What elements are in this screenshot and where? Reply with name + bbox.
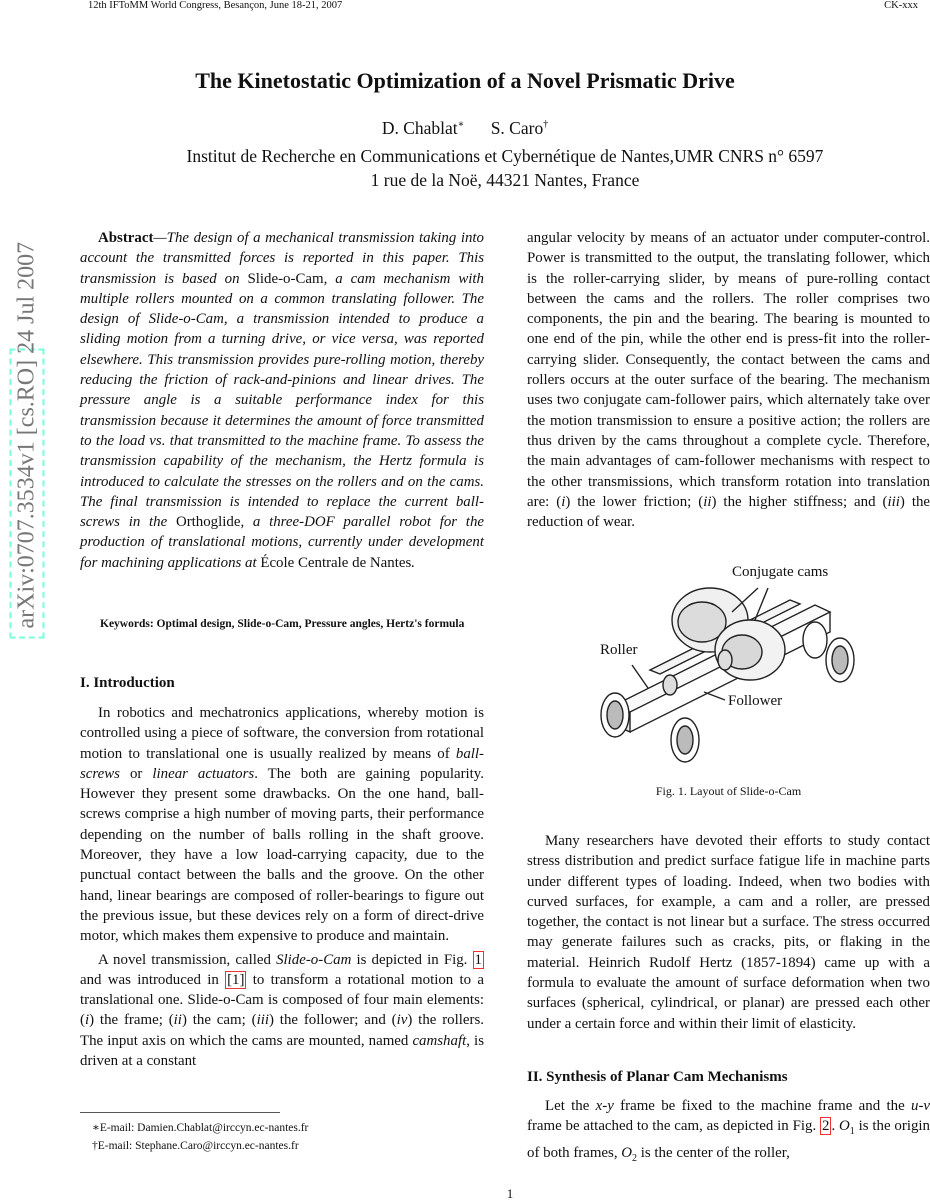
- running-header-left: 12th IFToMM World Congress, Besançon, June 18-21, 2007: [88, 0, 343, 11]
- footnote-rule: [80, 1112, 280, 1113]
- figure-1-caption: Fig. 1. Layout of Slide-o-Cam: [655, 784, 802, 798]
- paper-title: The Kinetostatic Optimization of a Novel Prismatic Drive: [195, 68, 735, 93]
- slide-o-cam-drawing: [590, 560, 880, 780]
- label-follower: Follower: [728, 693, 783, 709]
- arxiv-stamp: arXiv:0707.3534v1 [cs.RO] 24 Jul 2007: [10, 349, 45, 639]
- right-column-text-1: angular velocity by means of an actuator under computer-control. Power is transmitted to the output, the translating follower, which is the roller-carrying slider, by means of pure-rolling contact between the cams and the rollers. The roller comprises two components, the pin and the bearing. The bearing is mounted to one end of the pin, while the other end is press-fit into the roller-carrying slider. Consequently, the contact between the cams and rollers occurs at the outer surface of the bearing. The mechanism uses two conjugate cam-follower pairs, which alternately take over the motion transmission to ensure a positive action; the rollers are thus driven by the cams throughout a complete cycle. Therefore, the main advantages of cam-follower mechanisms with respect to the other transmissions, which transform rotation into translation are: (i) the lower friction; (ii) the higher stiffness; and (iii) the reduction of wear.: [527, 230, 930, 531]
- abstract-label: Abstract: [98, 230, 154, 246]
- affiliation-line-2: 1 rue de la Noë, 44321 Nantes, France: [370, 170, 640, 190]
- abstract: Abstract—The design of a mechanical transmission taking into account the transmitted forces is reported in this paper. This transmission is based on Slide-o-Cam, a cam mechanism with multiple rollers mounted on a common translating follower. The design of Slide-o-Cam, a transmission intended to produce a sliding motion from a turning drive, or vice versa, was reported elsewhere. This transmission provides pure-rolling motion, thereby reducing the friction of rack-and-pinions and linear drives. The pressure angle is a suitable performance index for this transmission because it determines the amount of force transmitted to the load vs. that transmitted to the machine frame. To assess the transmission capability of the mechanism, the Hertz formula is introduced to calculate the stresses on the rollers and on the cams. The final transmission is intended to replace the current ball-screws in the Orthoglide, a three-DOF parallel robot for the production of translational motions, currently under development for machining applications at École Centrale de Nantes.: [80, 230, 484, 571]
- right-column-text-2: Many researchers have devoted their efforts to study contact stress distribution and predict surface fatigue life in machine parts under different types of loading. Indeed, when two bodies with curved surfaces, for example, a cam and a roller, are pressed together, the contact is not linear but a surface. The stress occurred may generate failures such as cracks, pits, or flaking in the material. Heinrich Rudolf Hertz (1857-1894) came up with a formula to evaluate the amount of surface deformation when two surfaces (spherical, cylindrical, or planar) are pressed each other under a certain force and within their limit of elasticity.: [527, 833, 930, 1032]
- figure-slide-o-cam: [590, 560, 880, 780]
- author-chablat-mark: ∗: [457, 119, 465, 131]
- footnote-caro: †E-mail: Stephane.Caro@irccyn.ec-nantes.fr: [92, 1140, 299, 1152]
- author-caro-mark: †: [543, 119, 549, 131]
- footnote-chablat: ∗E-mail: Damien.Chablat@irccyn.ec-nantes.fr: [92, 1122, 309, 1134]
- keywords-text: Optimal design, Slide-o-Cam, Pressure angles, Hertz's formula: [153, 618, 465, 630]
- keywords: [80, 616, 484, 632]
- ref-1-link[interactable]: [1]: [227, 971, 245, 988]
- right-column-text-3: Let the x-y frame be fixed to the machine frame and the u-v frame be attached to the cam, as depicted in Fig. 2 . $O_1$ is the origin of both frames, $O_2$ is the center of the roller,: [527, 1098, 930, 1164]
- intro-paragraph-1: In robotics and mechatronics applications, whereby motion is controlled using a piece of software, the conversion from rotational motion to translational one is usually realized by means of ball-screws or linear actuators. The both are gaining popularity. However they present some drawbacks. On the one hand, ball-screws comprise a high number of moving parts, their performance depending on the number of balls rolling in the shaft groove. Moreover, they have a low load-carrying capacity, due to the punctual contact between the balls and the groove. On the other hand, linear bearings are composed of roller-bearings to figure out the previous issue, but these devices rely on a form of direct-drive motor, which makes them expensive to produce and maintain.: [80, 705, 484, 945]
- running-header-right: CK-xxx: [884, 0, 918, 11]
- label-roller: Roller: [600, 642, 638, 658]
- intro-paragraph-2: A novel transmission, called Slide-o-Cam is depicted in Fig. 1 and was introduced in [1] to transform a rotational motion to a translational one. Slide-o-Cam is composed of four main elements: (i) the frame; (ii) the cam; (iii) the follower; and (iv) the rollers. The input axis on which the cams are mounted, named camshaft, is driven at a constant: [80, 951, 484, 1070]
- affiliation-line-1: Institut de Recherche en Communications et Cybernétique de Nantes,UMR CNRS n° 6597: [186, 146, 824, 166]
- keywords-label: Keywords:: [100, 618, 154, 630]
- introduction-text: [80, 703, 484, 1071]
- section-1-heading: I. Introduction: [80, 675, 175, 691]
- fig-2-link[interactable]: 2: [822, 1118, 830, 1135]
- fig-1-link[interactable]: 1: [474, 951, 482, 968]
- author-line: [0, 118, 930, 139]
- affiliation: [0, 144, 930, 192]
- author-chablat: D. Chablat: [381, 118, 458, 138]
- section-2-heading: II. Synthesis of Planar Cam Mechanisms: [527, 1069, 788, 1085]
- label-conjugate-cams: Conjugate cams: [732, 564, 829, 580]
- page-number: 1: [506, 1186, 514, 1201]
- author-caro: S. Caro: [490, 118, 544, 138]
